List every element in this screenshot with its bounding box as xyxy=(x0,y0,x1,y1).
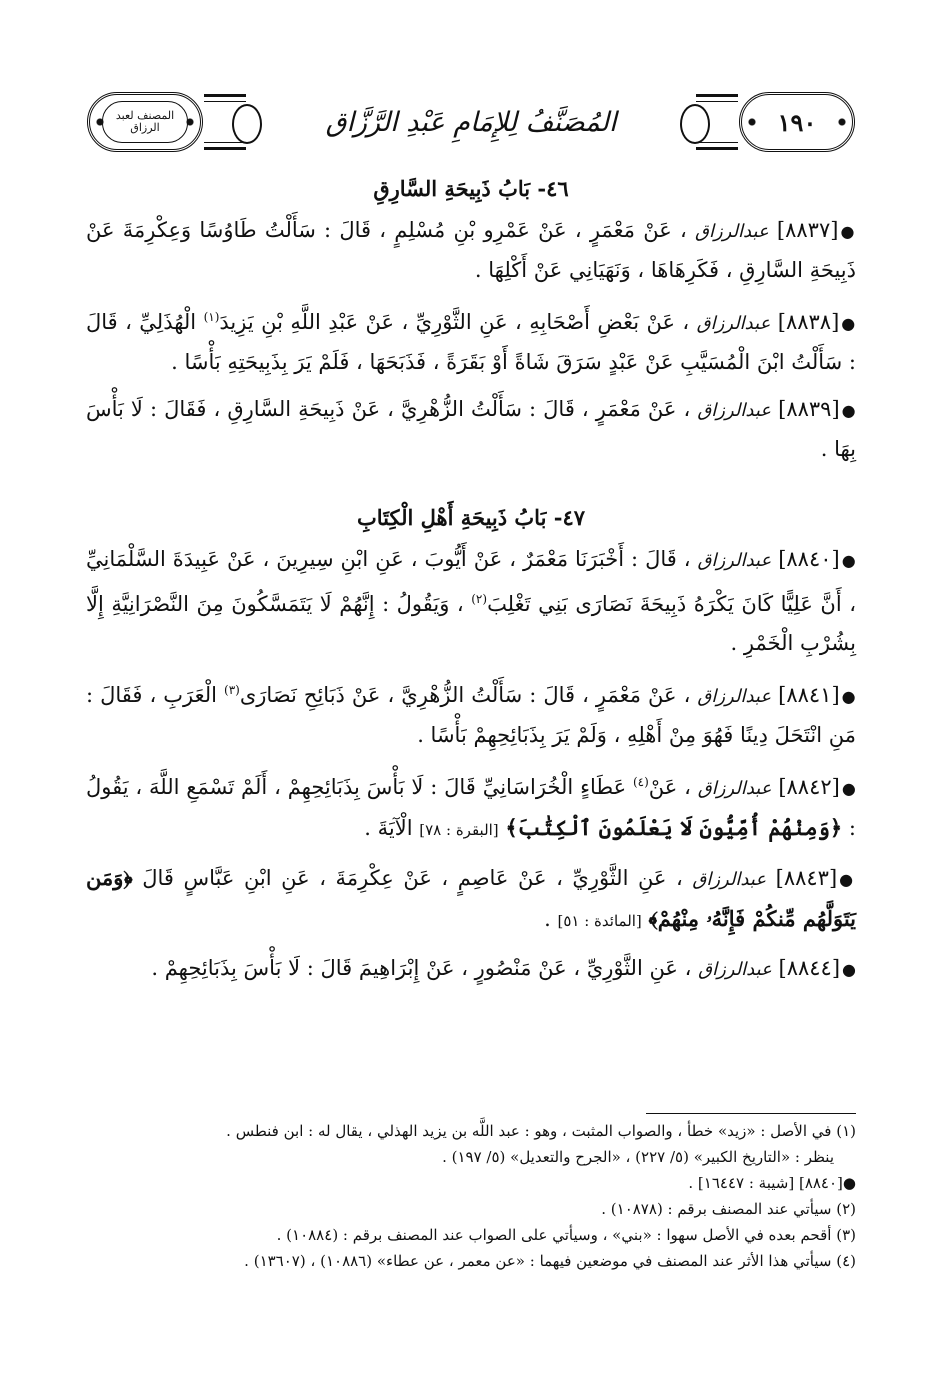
bullet-icon: ● xyxy=(841,687,856,706)
hadith-text: عَطَاءٍ الْخُرَاسَانِيِّ قَالَ : لَا بَأْسَ بِذَبَائِحِهِمْ ، أَلَمْ تَسْمَعِ اللَّهَ ، يَقُولُ : xyxy=(86,775,856,840)
ornament-text: المصنف لعبد الرزاق xyxy=(102,101,188,143)
hadith-text: ، وَيَقُولُ : إِنَّهُمْ لَا يَتَمَسَّكُونَ مِنَ النَّصْرَانِيَّةِ إِلَّا بِشُرْبِ الْخَمْرِ . xyxy=(86,592,856,655)
footnotes xyxy=(86,1118,856,1274)
narrator: عبدالرزاق xyxy=(698,959,772,980)
footnote-marker[interactable]: (١) xyxy=(203,310,220,324)
narrator: عبدالرزاق xyxy=(697,550,772,571)
hadith-text: الْآيَةَ . xyxy=(364,816,413,840)
hadith-number: [٨٨٣٨] xyxy=(777,310,840,334)
header-title: المُصَنَّفُ لِلإِمَامِ عَبْدِ الرَّزَّاق xyxy=(246,94,696,150)
running-header xyxy=(86,88,856,156)
bullet-icon: ● xyxy=(841,779,856,798)
section-gap xyxy=(86,477,856,499)
bullet-icon: ● xyxy=(841,314,856,333)
hadith-text: ، عَنْ مَعْمَرٍ ، قَالَ : سَأَلْتُ الزُّهْرِيَّ ، عَنْ ذَبِيحَةِ السَّارِقِ ، فَقَالَ : لَا بَأْسَ بِهَا . xyxy=(86,397,856,461)
header-page-box xyxy=(738,88,856,156)
hadith-text: ، عَنِ الثَّوْرِيِّ ، عَنْ عَاصِمٍ ، عَنْ عِكْرِمَةَ ، عَنِ ابْنِ عَبَّاسٍ قَالَ xyxy=(142,866,683,890)
chapter-heading: ٤٧- بَابُ ذَبِيحَةِ أَهْلِ الْكِتَابِ xyxy=(356,505,586,530)
footnote-separator xyxy=(646,1113,856,1114)
hadith-8841 xyxy=(86,671,856,755)
narrator: عبدالرزاق xyxy=(696,313,771,334)
ornament-medallion-icon xyxy=(87,92,203,152)
hadith-number: [٨٨٣٩] xyxy=(778,397,840,421)
footnote-1: (١) في الأصل : «زيد» خطأ ، والصواب المثبت ، وهو : عبد اللَّه بن يزيد الهذلي ، يقال له : ابن فنطس . xyxy=(226,1122,856,1140)
quran-verse: ﴿وَمَن يَتَوَلَّهُم مِّنكُمْ فَإِنَّهُۥ مِنْهُمْ﴾ xyxy=(86,865,856,931)
quran-verse: ﴿وَمِنْهُمْ أُمِّيُّونَ لَا يَعْلَمُونَ ٱلْكِتَٰبَ﴾ xyxy=(505,815,843,840)
hadith-8839 xyxy=(86,390,856,469)
hadith-text: ، عَنِ الثَّوْرِيِّ ، عَنْ مَنْصُورٍ ، عَنْ إِبْرَاهِيمَ قَالَ : لَا بَأْسَ بِذَبَائِحِهِمْ . xyxy=(151,956,692,980)
narrator: عبدالرزاق xyxy=(692,869,767,890)
surah-reference: [المائدة : ٥١] xyxy=(557,912,642,930)
hadith-8838 xyxy=(86,298,856,382)
main-text xyxy=(86,170,856,997)
bullet-icon: ● xyxy=(839,870,856,889)
hadith-8840 xyxy=(86,540,856,663)
hadith-text: الْهُذَلِيِّ ، قَالَ : سَأَلْتُ ابْنَ الْمُسَيَّبِ عَنْ عَبْدٍ سَرَقَ شَاةً أَوْ بَقَرَةً ، فَذَبَحَهَا ، فَلَمْ يَرَ بِذَبِيحَتِهِ بَأْسًا . xyxy=(86,310,856,374)
hadith-number: [٨٨٤٢] xyxy=(778,775,840,799)
header-ornament xyxy=(86,88,204,156)
bullet-icon: ● xyxy=(842,960,856,979)
bullet-icon: ● xyxy=(842,1174,856,1192)
hadith-text: ، عَنْ بَعْضِ أَصْحَابِهِ ، عَنِ الثَّوْرِيِّ ، عَنْ عَبْدِ اللَّهِ بْنِ يَزِيدَ xyxy=(219,310,690,334)
hadith-number: [٨٨٤٣] xyxy=(775,866,838,890)
bullet-icon: ● xyxy=(840,222,856,241)
hadith-text: ، قَالَ : أَخْبَرَنَا مَعْمَرٌ ، عَنْ أَيُّوبَ ، عَنِ ابْنِ سِيرِينَ ، عَنْ عَبِيدَةَ السَّلْمَانِيِّ ، أَنَّ عَلِيًّا كَانَ يَكْرَهُ ذَبِيحَةَ نَصَارَى بَنِي تَغْلِبَ xyxy=(86,547,856,616)
chapter-heading: ٤٦- بَابُ ذَبِيحَةِ السَّارِقِ xyxy=(373,176,569,201)
hadith-text: ، عَنْ xyxy=(648,775,691,799)
hadith-text: ، عَنْ مَعْمَرٍ ، قَالَ : سَأَلْتُ الزُّهْرِيَّ ، عَنْ ذَبَائِحِ نَصَارَى xyxy=(239,683,691,707)
footnote-3: (٣) أقحم بعده في الأصل سهوا : «بني» ، وسيأتي على الصواب عند المصنف برقم : (١٠٨٨٤) . xyxy=(276,1226,856,1244)
surah-reference: [البقرة : ٧٨] xyxy=(419,821,499,839)
hadith-8844 xyxy=(86,949,856,989)
footnote-hadith-8840 xyxy=(86,1170,856,1196)
hadith-8843 xyxy=(86,858,856,941)
hadith-text: ، عَنْ مَعْمَرٍ ، عَنْ عَمْرِو بْنِ مُسْلِمٍ ، قَالَ : سَأَلْتُ طَاوُسًا وَعِكْرِمَةَ عَنْ ذَبِيحَةِ السَّارِقِ ، فَكَرِهَاهَا ، وَنَهَيَانِي عَنْ أَكْلِهَا . xyxy=(86,218,856,282)
page-number: ١٩٠ xyxy=(777,107,817,137)
hadith-text: الْعَرَبِ ، فَقَالَ : مَنِ انْتَحَلَ دِينًا فَهُوَ مِنْ أَهْلِهِ ، وَلَمْ يَرَ بِذَبَائِحِهِمْ بَأْسًا . xyxy=(86,683,856,747)
footnote-4: (٤) سيأتي هذا الأثر عند المصنف في موضعين فيهما : «عن معمر ، عن عطاء» (١٠٨٨٦) ، (١٣٦٠٧) . xyxy=(244,1252,856,1270)
footnote-marker[interactable]: (٣) xyxy=(224,683,240,697)
footnote-marker[interactable]: (٤) xyxy=(632,775,649,789)
hadith-number: [٨٨٣٧] xyxy=(776,218,839,242)
page-number-medallion-icon xyxy=(739,92,855,152)
narrator: عبدالرزاق xyxy=(694,221,769,242)
footnote-text: [٨٨٤٠] [شيبة : ١٦٤٤٧] . xyxy=(688,1174,843,1192)
footnote-1-continued: ينظر : «التاريخ الكبير» (٥/ ٢٢٧) ، «الجرح والتعديل» (٥/ ١٩٧) . xyxy=(442,1148,834,1166)
hadith-number: [٨٨٤١] xyxy=(778,683,840,707)
bullet-icon: ● xyxy=(841,551,856,570)
narrator: عبدالرزاق xyxy=(697,686,772,707)
narrator: عبدالرزاق xyxy=(697,400,772,421)
hadith-8837 xyxy=(86,211,856,290)
narrator: عبدالرزاق xyxy=(697,778,772,799)
hadith-8842 xyxy=(86,763,856,850)
footnote-2: (٢) سيأتي عند المصنف برقم : (١٠٨٧٨) . xyxy=(601,1200,856,1218)
footnote-marker[interactable]: (٢) xyxy=(471,592,488,606)
hadith-text: . xyxy=(544,907,551,931)
hadith-number: [٨٨٤٠] xyxy=(778,547,840,571)
bullet-icon: ● xyxy=(841,401,856,420)
hadith-number: [٨٨٤٤] xyxy=(778,956,841,980)
